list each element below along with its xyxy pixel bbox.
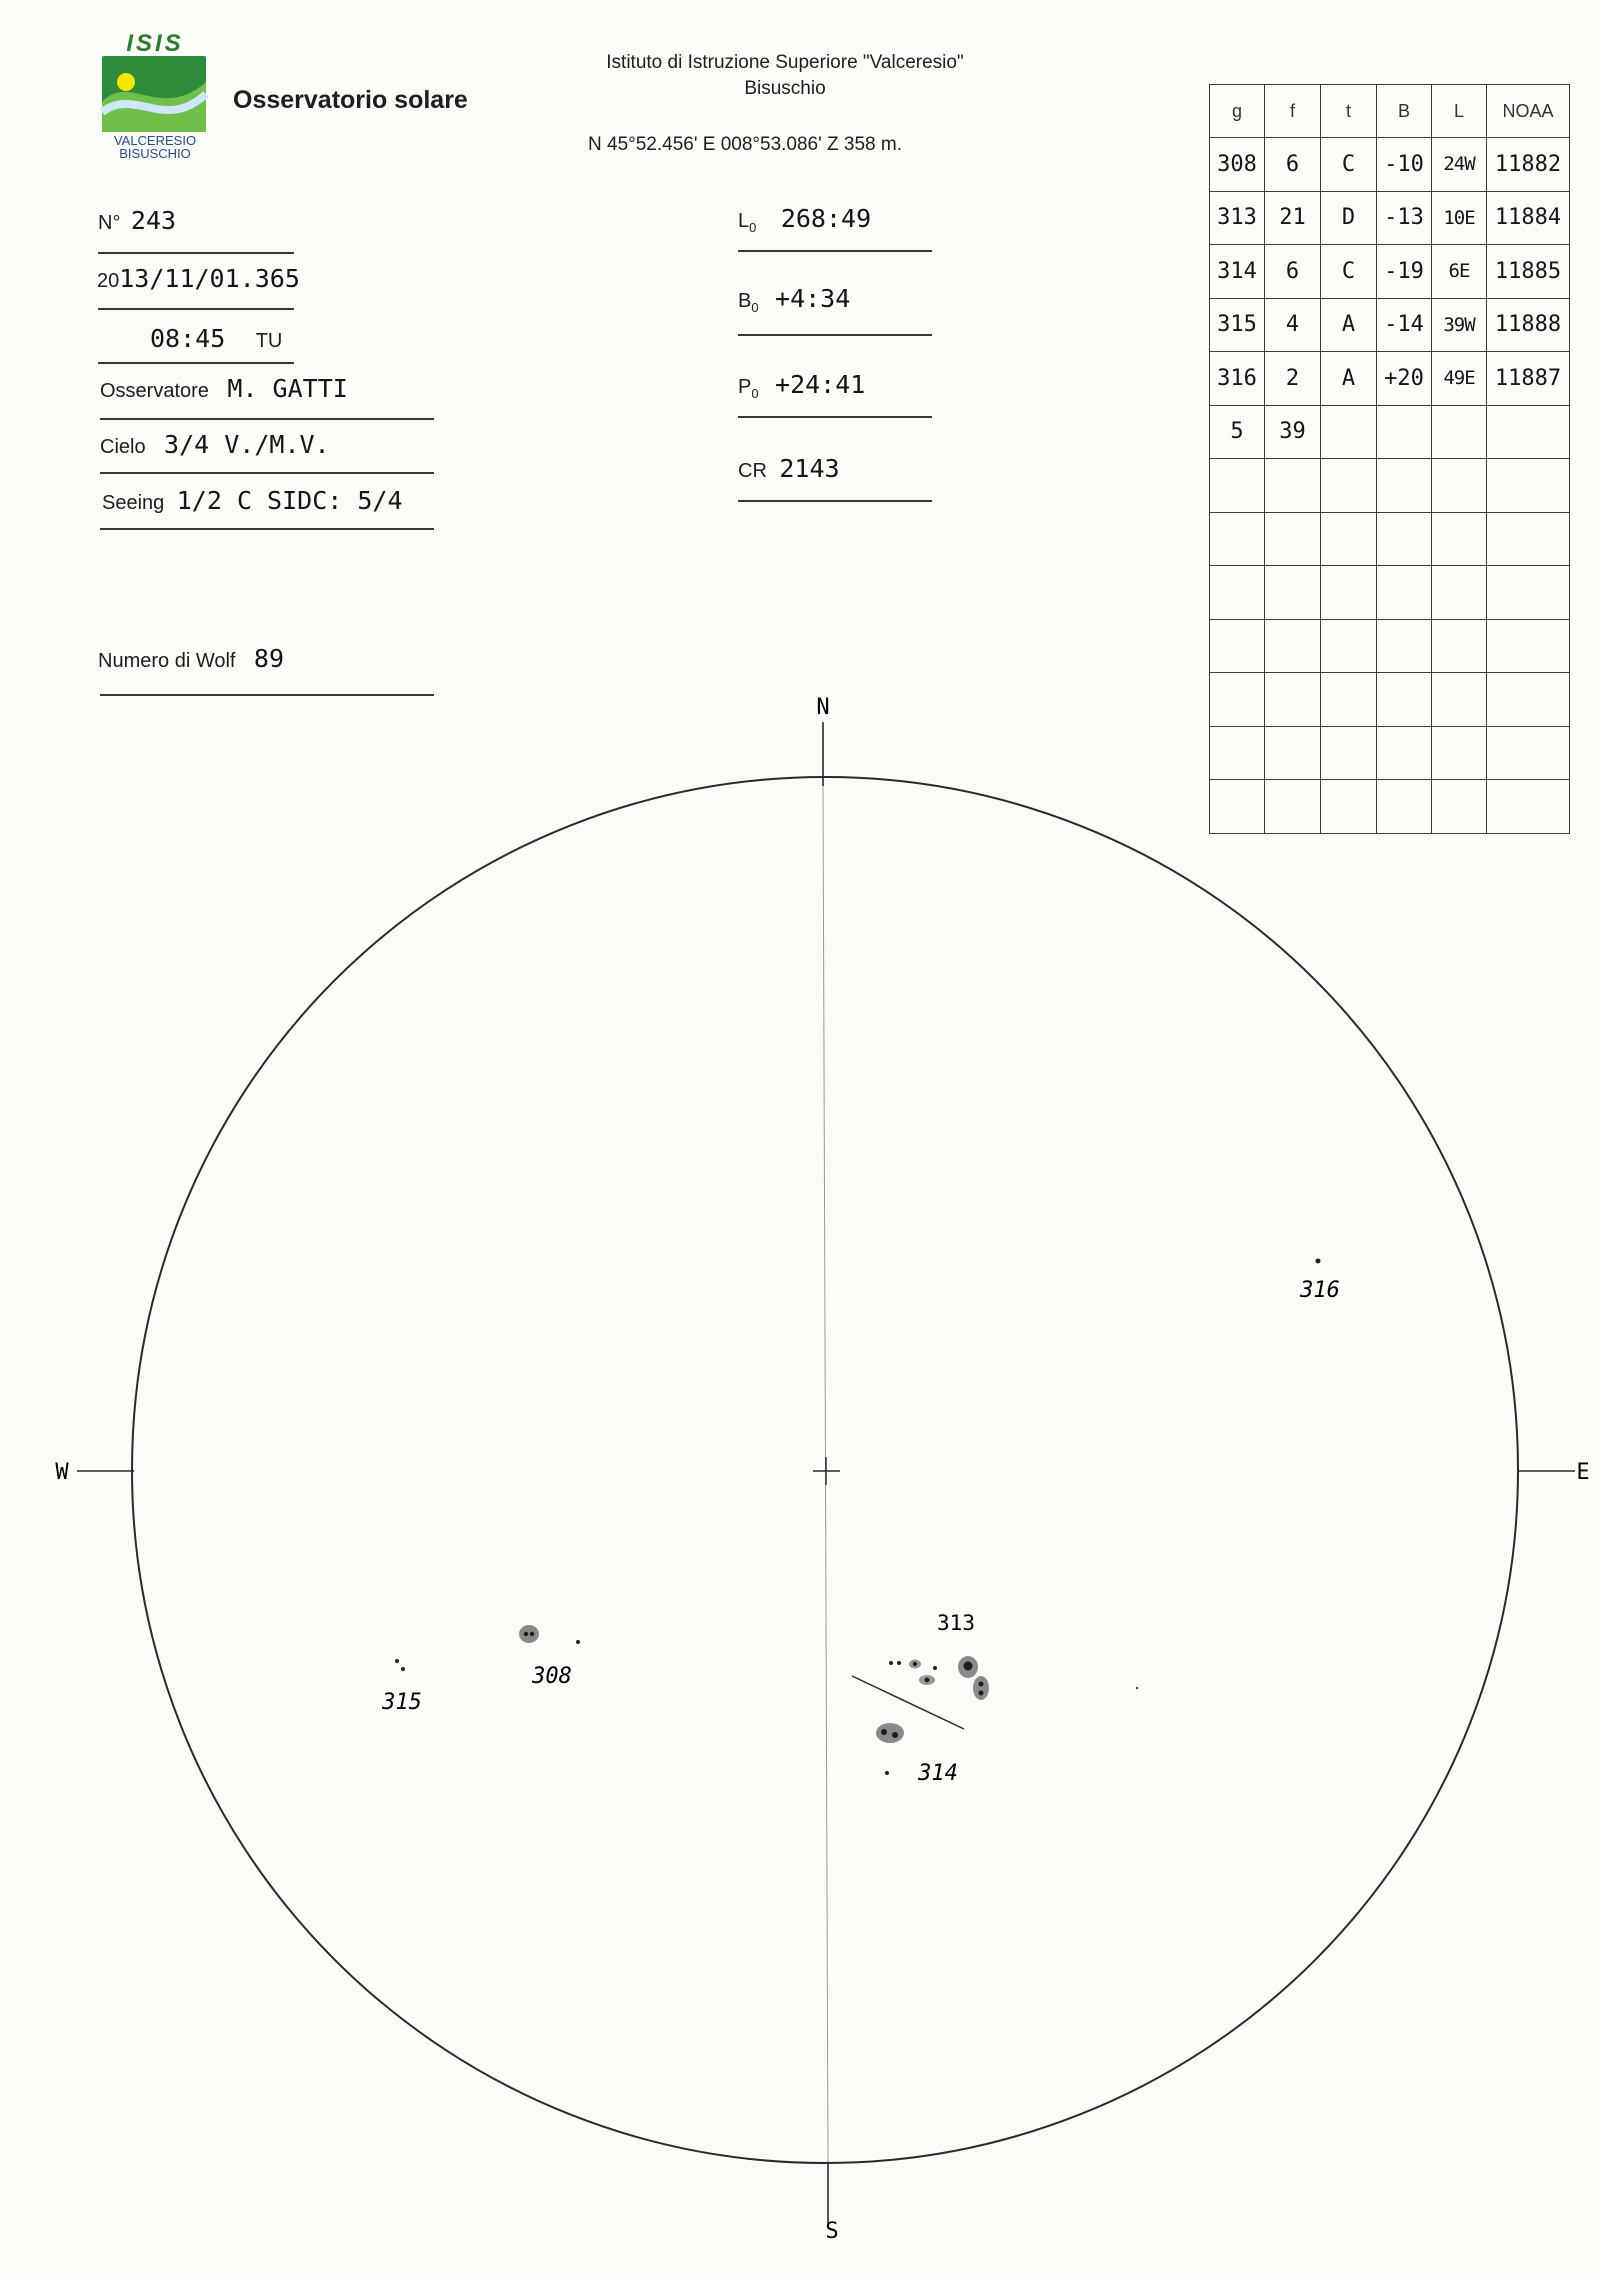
spot-315b (401, 1667, 405, 1671)
institute-name: Istituto di Istruzione Superiore "Valceresio" (606, 52, 964, 73)
col-header-l: L (1432, 85, 1487, 138)
group-label-316: 316 (1300, 1278, 1340, 1303)
cell-b: -10 (1377, 138, 1432, 192)
cell-t: D (1321, 191, 1377, 245)
direction-w: W (55, 1460, 69, 1485)
time-value: 08:45 (150, 324, 226, 353)
spot-313e-umbra (925, 1678, 930, 1683)
cr-value: 2143 (779, 454, 840, 483)
spot-308a-umbra-1 (524, 1632, 528, 1636)
p0-value: +24:41 (775, 370, 866, 399)
group-label-308: 308 (532, 1664, 572, 1689)
b0-value: +4:34 (775, 284, 851, 313)
spot-313c-umbra (913, 1662, 917, 1666)
cell-g: 313 (1210, 191, 1265, 245)
b0-label: $B_0$ (738, 290, 759, 315)
sheet-number-label: N° (98, 212, 121, 234)
cell-noaa: 11885 (1487, 245, 1570, 299)
cell-t: C (1321, 138, 1377, 192)
cell-g: 315 (1210, 298, 1265, 352)
col-header-noaa: NOAA (1487, 85, 1570, 138)
cell-g: 308 (1210, 138, 1265, 192)
spot-313a (889, 1661, 893, 1665)
spot-315a (395, 1659, 399, 1663)
logo-caption-line-1: VALCERESIO (113, 133, 197, 148)
observer-value: M. GATTI (227, 374, 348, 403)
sheet-number-value: 243 (130, 206, 177, 235)
institute-town: Bisuschio (744, 78, 826, 99)
date-prefix: 20 (97, 270, 120, 292)
spot-314a-umbra-2 (892, 1732, 898, 1738)
spot-313b (897, 1661, 901, 1665)
cell-t: A (1321, 352, 1377, 406)
cell-f: 4 (1265, 298, 1321, 352)
seeing-label: Seeing (102, 492, 165, 514)
cr-label: CR (738, 460, 767, 482)
spot-314a-umbra-1 (881, 1729, 887, 1735)
cell-t: C (1321, 245, 1377, 299)
group-label-314: 314 (918, 1761, 958, 1786)
direction-n: N (816, 695, 830, 720)
spot-316 (1316, 1259, 1321, 1264)
l0-label: $L_0$ (738, 210, 757, 235)
group-label-315: 315 (382, 1690, 422, 1715)
cell-g: 316 (1210, 352, 1265, 406)
spot-314a-penumbra (876, 1723, 904, 1743)
seeing-value: 1/2 C SIDC: 5/4 (176, 486, 403, 515)
observer-label: Osservatore (100, 380, 209, 402)
logo-name: ISIS (126, 30, 184, 57)
cell-l: 49E (1432, 352, 1487, 406)
cell-noaa: 11884 (1487, 191, 1570, 245)
observatory-coords: N 45°52.456' E 008°53.086' Z 358 m. (588, 134, 902, 155)
sky-label: Cielo (100, 436, 146, 458)
col-header-t: t (1321, 85, 1377, 138)
page-title: Osservatorio solare (233, 86, 468, 114)
cell-f: 6 (1265, 138, 1321, 192)
cell-l: 10E (1432, 191, 1487, 245)
cell-g: 5 (1210, 405, 1265, 459)
date-value: 13/11/01.365 (119, 264, 300, 293)
cell-f: 2 (1265, 352, 1321, 406)
spot-308a-umbra-2 (530, 1632, 534, 1636)
cell-t: A (1321, 298, 1377, 352)
cell-f: 21 (1265, 191, 1321, 245)
wolf-value: 89 (253, 644, 285, 673)
l0-value: 268:49 (780, 204, 872, 233)
cell-l: 39W (1432, 298, 1487, 352)
cell-l: 24W (1432, 138, 1487, 192)
spot-313d (933, 1666, 937, 1670)
stray-mark (1136, 1687, 1139, 1690)
cell-f: 39 (1265, 405, 1321, 459)
time-suffix: TU (255, 330, 283, 352)
spot-314b (885, 1771, 889, 1775)
cell-f: 6 (1265, 245, 1321, 299)
cell-b: -19 (1377, 245, 1432, 299)
logo-caption-line-2: BISUSCHIO (119, 146, 191, 161)
spot-308a-penumbra (519, 1625, 539, 1643)
spot-308b (576, 1640, 580, 1644)
spot-313g-umbra-1 (979, 1682, 984, 1687)
group-label-313: 313 (937, 1611, 975, 1635)
col-header-g: g (1210, 85, 1265, 138)
cell-g: 314 (1210, 245, 1265, 299)
cell-b: -13 (1377, 191, 1432, 245)
spot-313g-penumbra (973, 1676, 989, 1700)
col-header-f: f (1265, 85, 1321, 138)
wolf-label: Numero di Wolf (98, 650, 236, 672)
group-separator-line (852, 1676, 964, 1729)
p0-label: $P_0$ (738, 376, 759, 401)
col-header-b: B (1377, 85, 1432, 138)
spot-313g-umbra-2 (979, 1691, 984, 1696)
cell-b: -14 (1377, 298, 1432, 352)
cell-l: 6E (1432, 245, 1487, 299)
cell-noaa: 11887 (1487, 352, 1570, 406)
spot-313f-umbra (964, 1662, 973, 1671)
cell-b: +20 (1377, 352, 1432, 406)
direction-e: E (1576, 1460, 1590, 1485)
direction-s: S (825, 2219, 839, 2244)
cell-noaa: 11882 (1487, 138, 1570, 192)
sky-value: 3/4 V./M.V. (164, 430, 330, 459)
cell-noaa: 11888 (1487, 298, 1570, 352)
